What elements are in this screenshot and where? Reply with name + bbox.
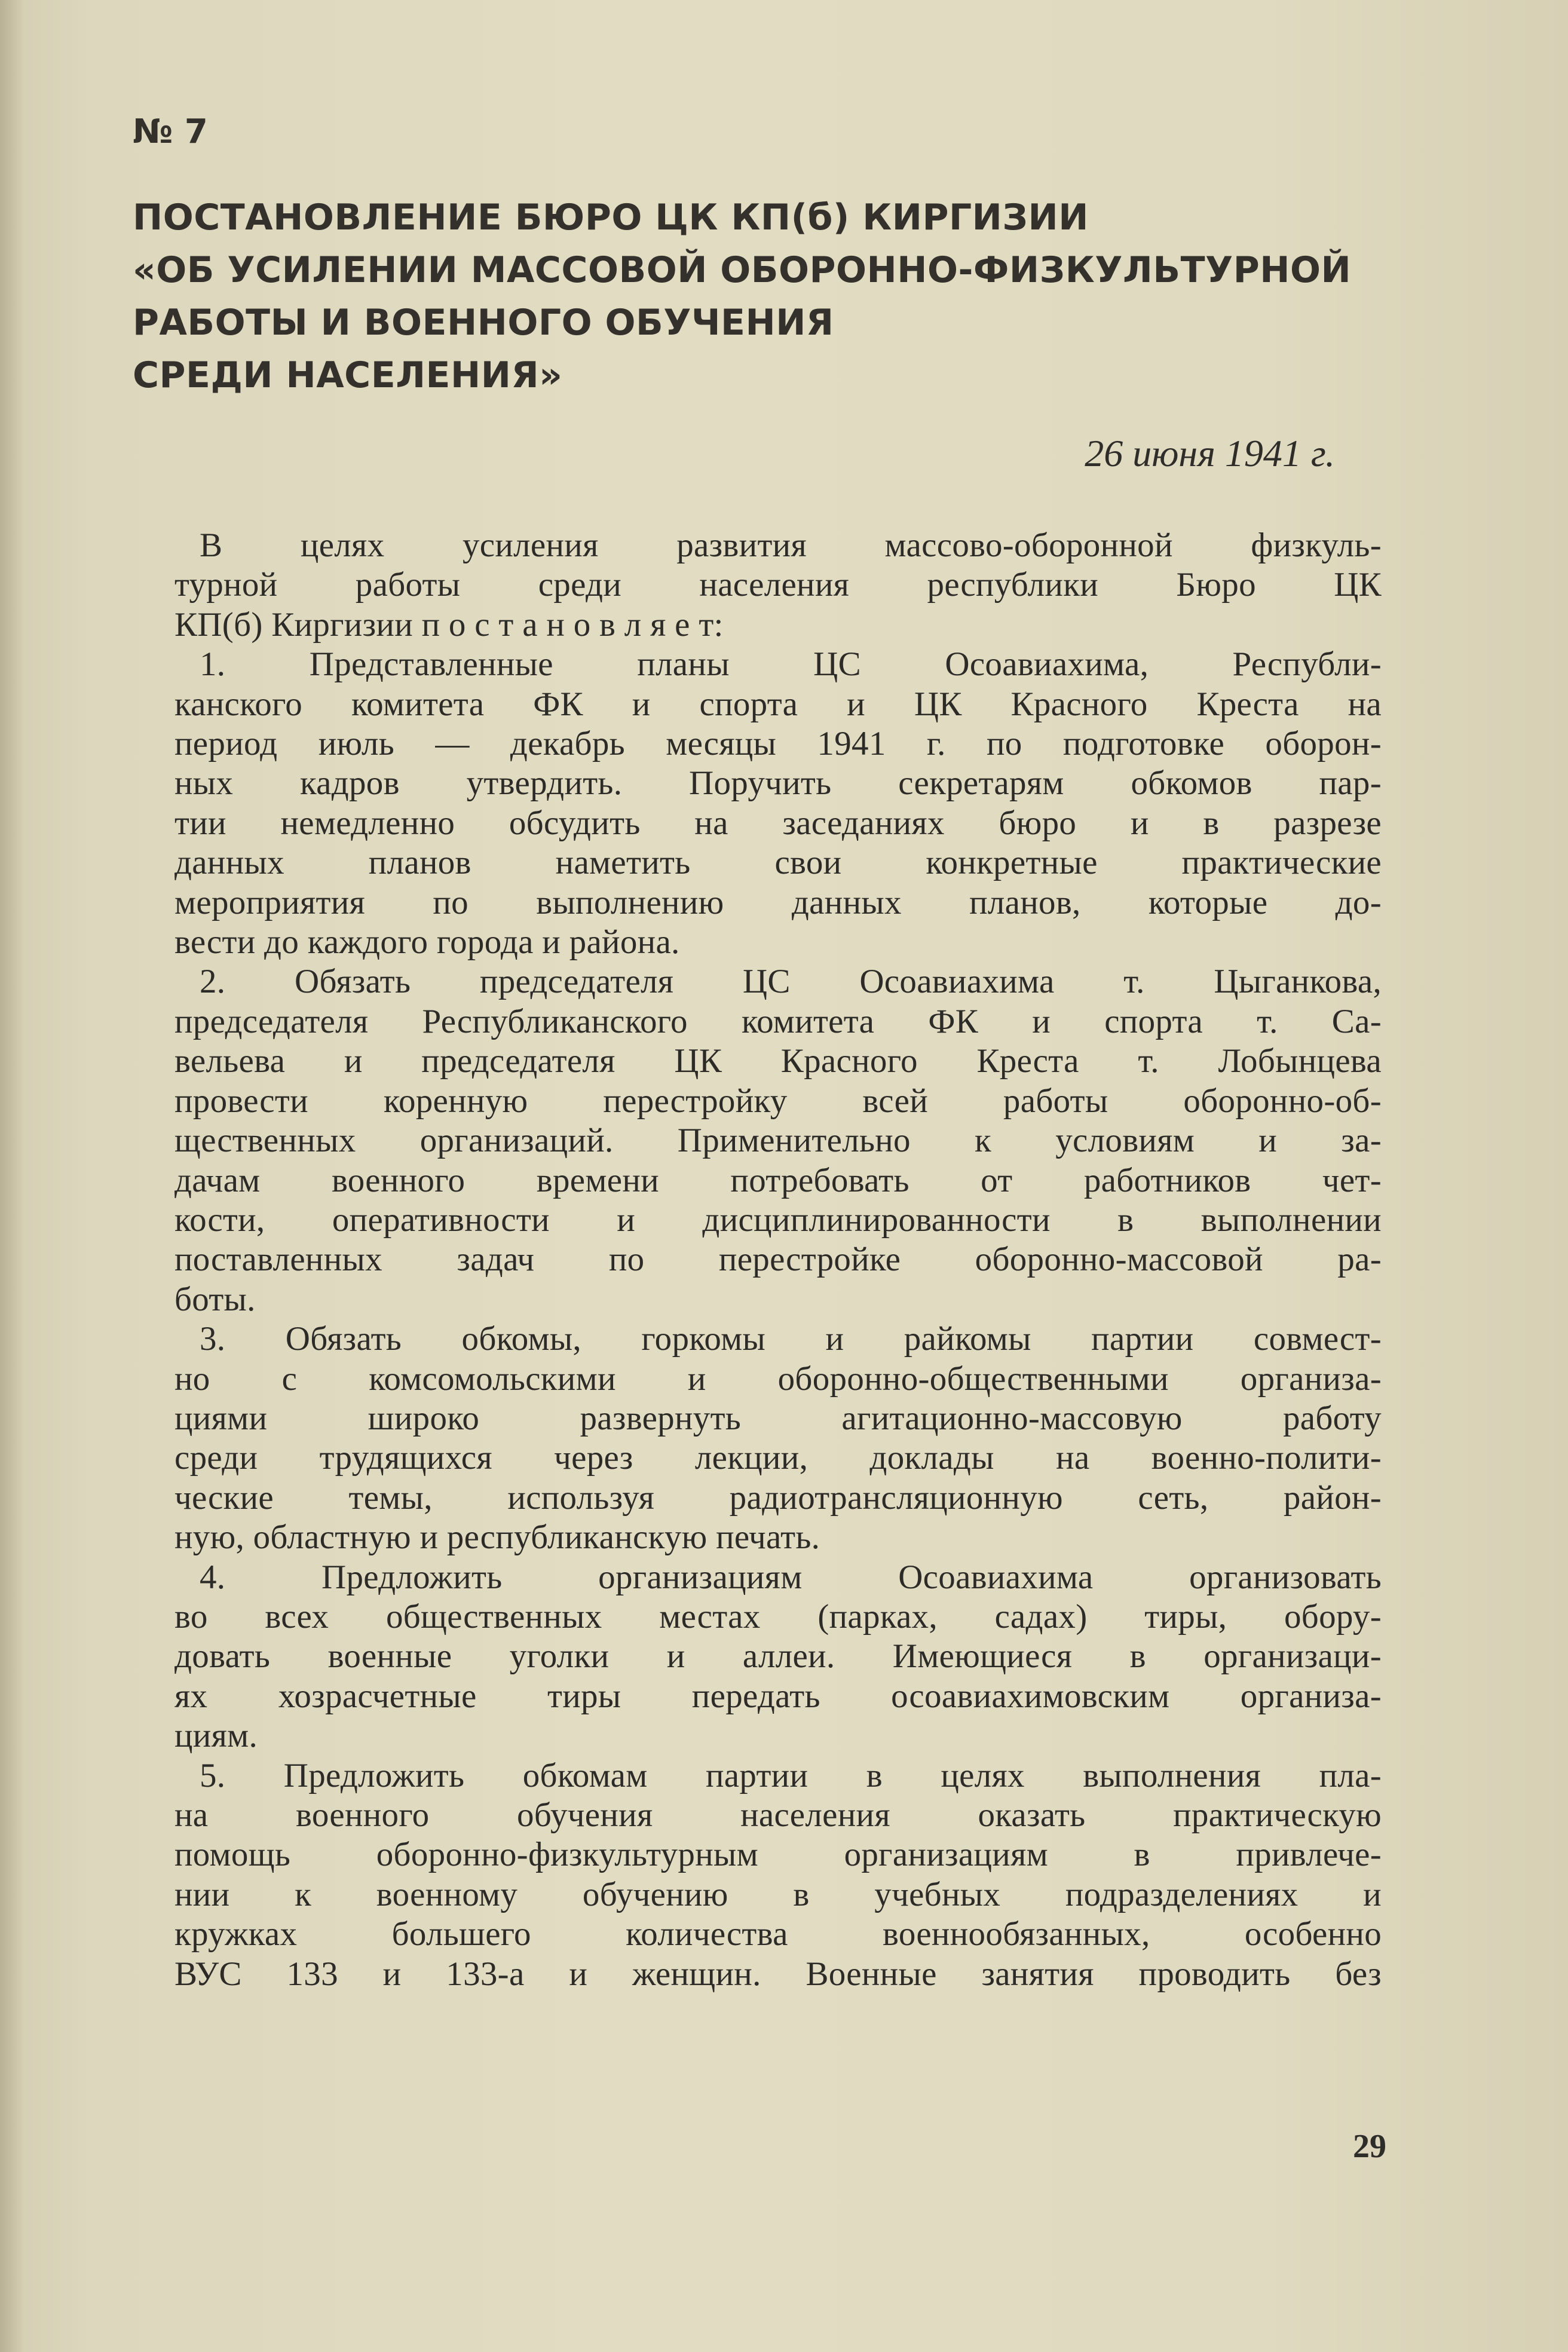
body-line: помощь оборонно-физкультурным организациям в привлече- xyxy=(174,1836,1382,1874)
body-line: во всех общественных местах (парках, садах) тиры, обору- xyxy=(174,1597,1382,1636)
body-line: ческие темы, используя радиотрансляционную сеть, район- xyxy=(174,1478,1382,1517)
body-line: тии немедленно обсудить на заседаниях бюро и в разрезе xyxy=(174,804,1382,842)
page-number: 29 xyxy=(1353,2128,1386,2165)
body-line: ную, областную и республиканскую печать. xyxy=(174,1518,820,1557)
body-line: вести до каждого города и района. xyxy=(174,923,680,961)
body-line: ных кадров утвердить. Поручить секретарям обкомов пар- xyxy=(174,764,1382,803)
body-line: В целях усиления развития массово-оборонной физкуль- xyxy=(200,526,1382,564)
body-line: КП(б) Киргизии п о с т а н о в л я е т: xyxy=(174,605,724,644)
body-line: 2. Обязать председателя ЦС Осоавиахима т. Цыганкова, xyxy=(200,963,1382,1001)
page-edge-shadow xyxy=(0,0,24,2352)
body-line: дачам военного времени потребовать от работников чет- xyxy=(174,1161,1382,1199)
body-line: кружках большего количества военнообязанных, особенно xyxy=(174,1915,1382,1953)
body-line: канского комитета ФК и спорта и ЦК Красного Креста на xyxy=(174,685,1382,723)
heading-line: РАБОТЫ И ВОЕННОГО ОБУЧЕНИЯ xyxy=(133,302,834,344)
body-line: ях хозрасчетные тиры передать осоавиахимовским организа- xyxy=(174,1677,1382,1715)
body-line: циям. xyxy=(174,1717,258,1755)
heading-line: «ОБ УСИЛЕНИИ МАССОВОЙ ОБОРОННО-ФИЗКУЛЬТУРНОЙ xyxy=(133,249,1352,291)
body-line: мероприятия по выполнению данных планов, которые до- xyxy=(174,883,1382,921)
body-line: среди трудящихся через лекции, доклады на военно-полити- xyxy=(174,1439,1382,1477)
body-line: довать военные уголки и аллеи. Имеющиеся в организаци- xyxy=(174,1637,1382,1676)
body-line: циями широко развернуть агитационно-массовую работу xyxy=(174,1399,1382,1437)
body-line: боты. xyxy=(174,1280,256,1318)
body-line: провести коренную перестройку всей работы оборонно-об- xyxy=(174,1082,1382,1120)
body-line: 5. Предложить обкомам партии в целях выполнения пла- xyxy=(200,1756,1382,1794)
body-line: 3. Обязать обкомы, горкомы и райкомы партии совмест- xyxy=(200,1320,1382,1358)
body-line: 4. Предложить организациям Осоавиахима организовать xyxy=(200,1558,1382,1596)
body-line: ВУС 133 и 133-а и женщин. Военные занятия проводить без xyxy=(174,1955,1382,1993)
body-line: нии к военному обучению в учебных подразделениях и xyxy=(174,1875,1382,1913)
body-line: щественных организаций. Применительно к условиям и за- xyxy=(174,1122,1382,1160)
body-line: период июль — декабрь месяцы 1941 г. по подготовке оборон- xyxy=(174,725,1382,763)
document-heading xyxy=(133,191,1483,402)
body-line: поставленных задач по перестройке оборонно-массовой ра- xyxy=(174,1241,1382,1279)
body-line: председателя Республиканского комитета ФК и спорта т. Са- xyxy=(174,1002,1382,1040)
body-line: 1. Представленные планы ЦС Осоавиахима, Республи- xyxy=(200,645,1382,684)
body-line: данных планов наметить свои конкретные практические xyxy=(174,844,1382,882)
document-body xyxy=(174,526,1382,1994)
body-line: но с комсомольскими и оборонно-общественными организа- xyxy=(174,1359,1382,1398)
body-line: кости, оперативности и дисциплинированности в выполнении xyxy=(174,1200,1382,1239)
body-line: турной работы среди населения республики Бюро ЦК xyxy=(174,566,1382,604)
document-date: 26 июня 1941 г. xyxy=(1085,432,1335,474)
document-number: № 7 xyxy=(133,112,208,151)
body-line: вельева и председателя ЦК Красного Креста т. Лобынцева xyxy=(174,1042,1382,1080)
heading-line: ПОСТАНОВЛЕНИЕ БЮРО ЦК КП(б) КИРГИЗИИ xyxy=(133,197,1089,238)
heading-line: СРЕДИ НАСЕЛЕНИЯ» xyxy=(133,354,563,396)
body-line: на военного обучения населения оказать практическую xyxy=(174,1796,1382,1834)
